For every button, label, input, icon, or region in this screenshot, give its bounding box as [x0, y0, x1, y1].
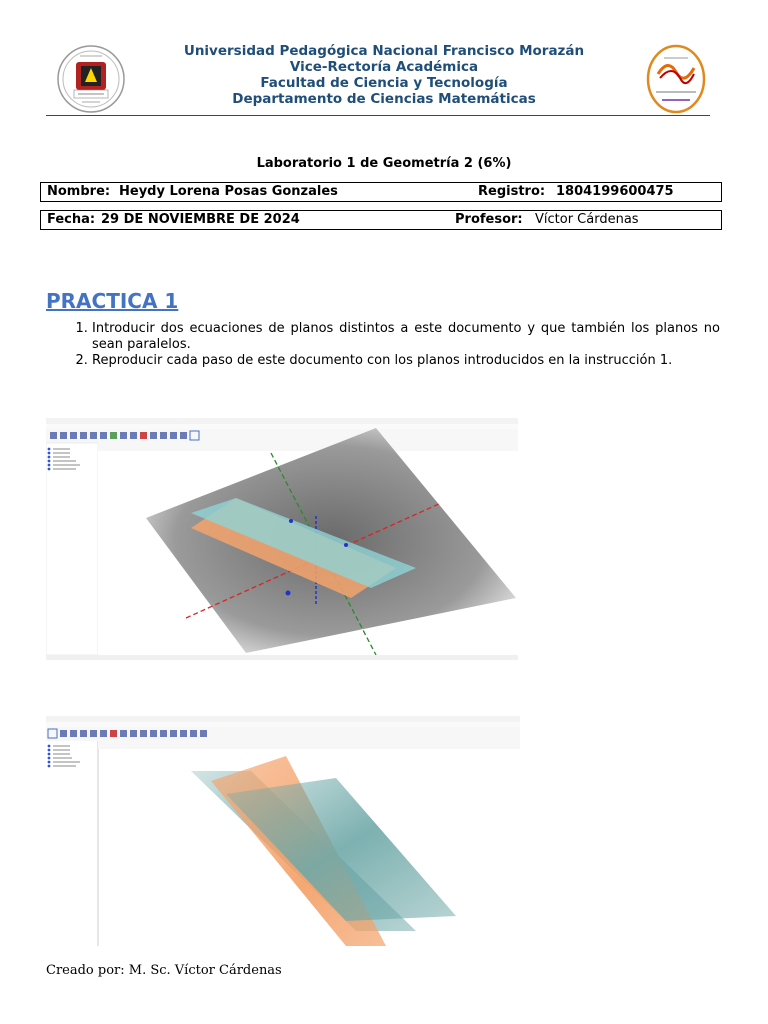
- date-professor-row: [40, 210, 722, 230]
- instruction-item: 1. Introducir dos ecuaciones de planos distintos a este documento y que también los planos no sean paralelos.: [92, 321, 720, 353]
- name-label: Nombre:: [47, 184, 111, 199]
- university-seal-logo: [56, 44, 126, 114]
- profesor-value: Víctor Cárdenas: [535, 212, 639, 227]
- registro-label: Registro:: [478, 184, 546, 199]
- header-divider: [46, 115, 710, 116]
- fecha-value: 29 DE NOVIEMBRE DE 2024: [101, 212, 300, 227]
- practica-heading: PRACTICA 1: [46, 289, 179, 313]
- footer-credit: Creado por: M. Sc. Víctor Cárdenas: [46, 963, 282, 978]
- instructions-list: [46, 321, 720, 369]
- profesor-label: Profesor:: [455, 212, 523, 227]
- university-name: Universidad Pedagógica Nacional Francisco Morazán: [183, 43, 585, 59]
- registro-value: 1804199600475: [556, 184, 674, 199]
- instruction-item: 2. Reproducir cada paso de este documento con los planos introducidos en la instrucción 1.: [92, 353, 720, 369]
- student-info-row: [40, 182, 722, 202]
- fecha-label: Fecha:: [47, 212, 96, 227]
- geogebra-screenshot-2: [46, 716, 520, 946]
- lab-title: Laboratorio 1 de Geometría 2 (6%): [256, 156, 512, 171]
- institution-header: [120, 43, 648, 107]
- department-name: Departamento de Ciencias Matemáticas: [232, 91, 536, 107]
- name-value: Heydy Lorena Posas Gonzales: [119, 184, 338, 199]
- math-department-logo: [646, 44, 706, 114]
- geogebra-screenshot-1: [46, 418, 518, 660]
- vice-rectoria: Vice-Rectoría Académica: [289, 59, 479, 75]
- faculty-name: Facultad de Ciencia y Tecnología: [260, 75, 508, 91]
